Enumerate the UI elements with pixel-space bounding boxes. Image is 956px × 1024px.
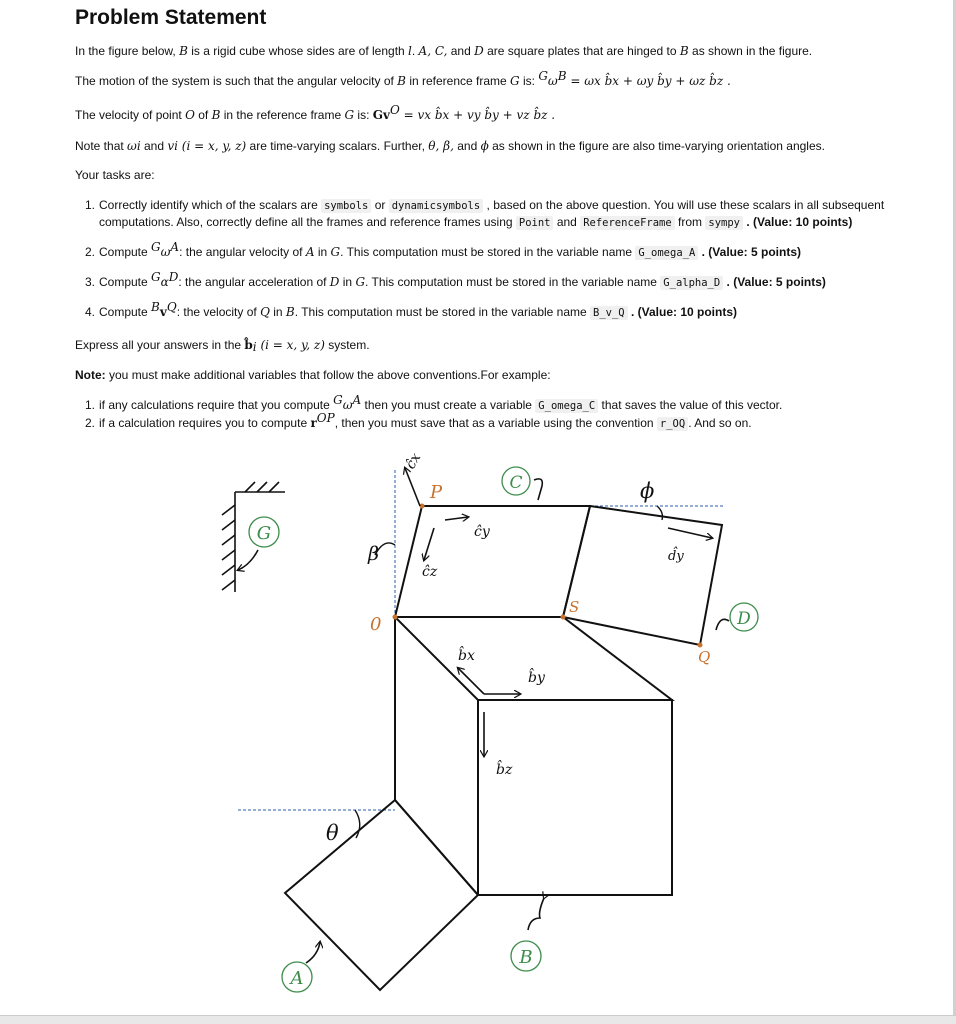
note-paragraph: Note: you must make additional variables that follow the above conventions.For example:: [75, 368, 551, 382]
c-frame-vectors: [405, 468, 468, 560]
dy-vector: [668, 528, 712, 538]
point-p: [420, 504, 425, 509]
point-q: [698, 643, 703, 648]
window-bottom-edge: [0, 1015, 956, 1024]
intro-paragraph-2: The motion of the system is such that the angular velocity of B in reference frame G is: $^G\omega^B = \omega x$ b̂x + ωy b̂y + ωz b̂z .: [75, 69, 731, 88]
label-beta: β: [368, 543, 379, 565]
plate-d-label: D: [737, 609, 751, 629]
label-cz: ĉz: [422, 564, 438, 580]
intro-paragraph-1: In the figure below, B is a rigid cube whose sides are of length l. A, C, and D are square plates that are hinged to B as shown in the figure.: [75, 44, 813, 58]
label-dy: d̂y: [668, 549, 684, 564]
plate-d-pointer: [716, 619, 729, 630]
label-q: Q: [698, 648, 711, 666]
plate-a: [285, 800, 478, 990]
label-cy: ĉy: [474, 524, 490, 540]
task-item-3: 3. Compute $^G\alpha^D$: the angular acceleration of D in G. This computation must be stored in the variable name G_alpha_D . (Value: 5 points): [85, 270, 826, 289]
label-o: 0: [370, 614, 382, 635]
plate-c-pointer: [534, 479, 542, 500]
b-frame-vectors: [458, 668, 520, 756]
intro-paragraph-3: The velocity of point O of B in the reference frame G is: $Gv^O$ = vx b̂x + vy b̂y + vz b̂z .: [75, 103, 556, 122]
plate-a-label: A: [290, 968, 304, 989]
plate-c: [395, 506, 590, 617]
beta-arc: [375, 543, 395, 555]
cube-b-label-circle: [511, 941, 541, 971]
label-theta: θ: [326, 821, 339, 845]
label-p: P: [430, 482, 443, 503]
page-title: Problem Statement: [75, 6, 267, 29]
plate-c-label: C: [509, 473, 523, 493]
plate-c-label-circle: [502, 467, 530, 495]
label-s: S: [569, 598, 580, 616]
plate-d-label-circle: [730, 603, 758, 631]
example-item-1: 1. if any calculations require that you compute $^G\omega^A$ then you must create a variable G_omega_C that saves the value of this vector.: [85, 393, 783, 412]
frame-g-label: G: [256, 523, 272, 544]
frame-g-label-circle: [249, 517, 279, 547]
task-item-2: 2. Compute $^G\omega^A$: the angular velocity of A in G. This computation must be stored in the variable name G_omega_A . (Value: 5 points): [85, 240, 801, 259]
cube-b-pointer: [528, 898, 544, 930]
example-item-2: 2. if a calculation requires you to compute $r^{OP}$, then you must save that as a variable using the convention r_OQ . And so on.: [85, 411, 752, 430]
task-item-4: 4. Compute $^Bv^Q$: the velocity of Q in B. This computation must be stored in the variable name B_v_Q . (Value: 10 points): [85, 300, 737, 319]
label-by: b̂y: [528, 670, 545, 686]
task-item-1: 1. Correctly identify which of the scalars are symbols or dynamicsymbols , based on the above question. You will use these scalars in all subsequent: [85, 198, 885, 212]
cube-b-label: B: [519, 947, 533, 968]
point-o: [393, 615, 398, 620]
plate-d: [563, 506, 722, 645]
cube-b: [395, 617, 672, 895]
label-bx: b̂x: [458, 648, 475, 664]
plate-a-label-circle: [282, 962, 312, 992]
label-bz: b̂z: [496, 762, 513, 778]
task-item-1-continued: computations. Also, correctly define all the frames and reference frames using Point and ReferenceFrame from sympy . (Value: 10 points): [99, 215, 853, 229]
ground-frame: [222, 482, 285, 592]
theta-arc: [355, 810, 360, 838]
point-s: [561, 615, 566, 620]
express-instruction: Express all your answers in the $b̂_i$ (i = x, y, z) system.: [75, 338, 370, 354]
intro-paragraph-4: Note that ωi and vi (i = x, y, z) are time-varying scalars. Further, θ, β, and ϕ as shown in the figure are also time-varying orientation angles.: [75, 139, 825, 153]
phi-arc: [657, 506, 662, 520]
label-cx: ĉx: [402, 450, 425, 472]
label-phi: ϕ: [640, 479, 655, 503]
plate-a-pointer: [306, 942, 320, 963]
tasks-heading: Your tasks are:: [75, 168, 155, 182]
